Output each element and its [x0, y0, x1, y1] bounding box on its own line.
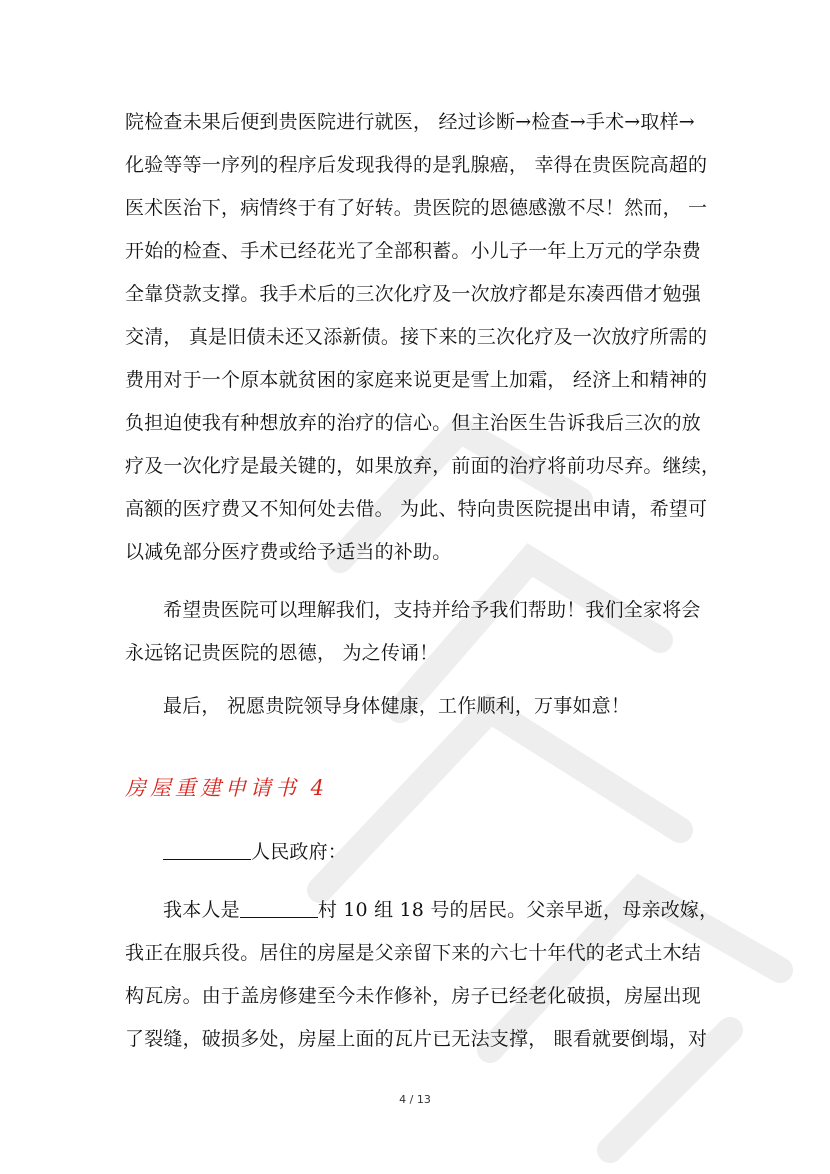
body-text: 我本人是: [163, 899, 240, 921]
body-line: 交清， 真是旧债未还又添新债。接下来的三次化疗及一次放疗所需的: [125, 326, 708, 348]
body-line: 了裂缝，破损多处，房屋上面的瓦片已无法支撑， 眼看就要倒塌，对: [125, 1028, 708, 1050]
body-line: 医术医治下，病情终于有了好转。贵医院的恩德感激不尽！然而， 一: [125, 197, 708, 219]
blank-underline: [240, 899, 318, 918]
section-heading: 房屋重建申请书 4: [125, 776, 329, 800]
body-line: 开始的检查、手术已经花光了全部积蓄。小儿子一年上万元的学杂费: [125, 240, 702, 262]
body-line: 费用对于一个原本就贫困的家庭来说更是雪上加霜， 经济上和精神的: [125, 369, 708, 391]
body-line: 全靠贷款支撑。我手术后的三次化疗及一次放疗都是东凑西借才勉强: [125, 283, 702, 305]
body-line: 永远铭记贵医院的恩德， 为之传诵！: [125, 642, 439, 664]
salutation-text: 人民政府：: [251, 841, 348, 863]
body-line: 疗及一次化疗是最关键的，如果放弃，前面的治疗将前功尽弃。继续，: [125, 455, 721, 477]
page-number: 4 / 13: [399, 1093, 431, 1106]
body-line: 我正在服兵役。居住的房屋是父亲留下来的六七十年代的老式土木结: [125, 942, 702, 964]
blank-underline: [163, 841, 251, 860]
salutation-line: [163, 840, 347, 864]
body-line: 以减免部分医疗费或给予适当的补助。: [125, 541, 452, 563]
body-line: 院检查未果后便到贵医院进行就医， 经过诊断→检查→手术→取样→: [125, 111, 695, 133]
body-line: 希望贵医院可以理解我们，支持并给予我们帮助！我们全家将会: [163, 599, 701, 621]
body-line: [163, 898, 718, 922]
body-line: 构瓦房。由于盖房修建至今未作修补，房子已经老化破损，房屋出现: [125, 985, 702, 1007]
body-text: 村 10 组 18 号的居民。父亲早逝，母亲改嫁，: [317, 899, 719, 921]
body-line: 高额的医疗费又不知何处去借。 为此、特向贵医院提出申请，希望可: [125, 498, 708, 520]
body-line: 负担迫使我有种想放弃的治疗的信心。但主治医生告诉我后三次的放: [125, 412, 702, 434]
body-line: 化验等等一序列的程序后发现我得的是乳腺癌， 幸得在贵医院高超的: [125, 154, 708, 176]
closing-line: 最后， 祝愿贵院领导身体健康，工作顺利，万事如意！: [163, 695, 631, 717]
